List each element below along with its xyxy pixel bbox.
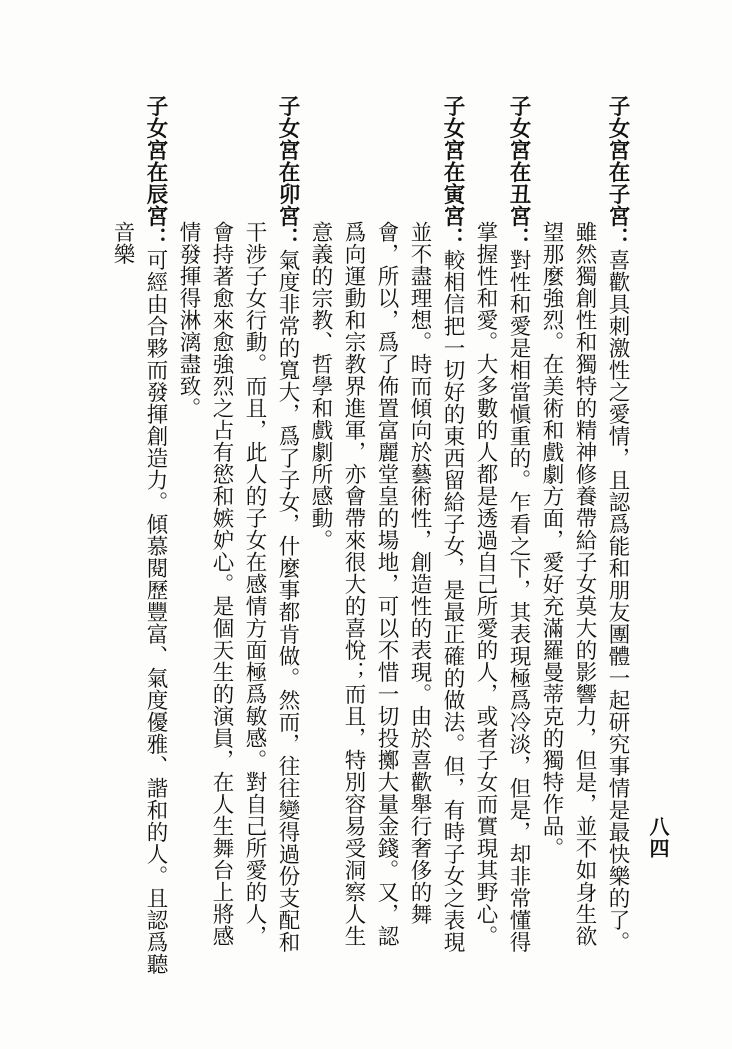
entry-heading: 子女宮在丑宮： bbox=[506, 95, 531, 249]
entry-chen-palace bbox=[106, 95, 172, 995]
entry-chou-palace bbox=[469, 95, 535, 962]
entry-body: 氣度非常的寬大，爲了子女，什麼事都肯做。然而，往往變得過份支配和干涉子女行動。而且，此人的子女在感情方面極爲敏感。對自己所愛的人，會持著愈來愈強烈之占有慾和嫉妒心。是個天生的演員，在人生舞台上將感情發揮得淋漓盡致。 bbox=[176, 221, 300, 953]
entry-heading: 子女宮在子宮： bbox=[605, 95, 630, 249]
entry-heading: 子女宮在辰宮： bbox=[143, 95, 168, 249]
entry-body: 較相信把一切好的東西留給子女，是最正確的做法。但，有時子女之表現並不盡理想。時而傾向於藝術性，創造性的表現。由於喜歡舉行奢侈的舞會，所以，爲了佈置富麗堂皇的場地，可以不惜一切投擲大量金錢。又，認爲向運動和宗教界進軍，亦會帶來很大的喜悅；而且，特別容易受洞察人生意義的宗教、哲學和戲劇所感動。 bbox=[308, 221, 465, 953]
entry-yin-palace bbox=[304, 95, 469, 962]
entry-heading: 子女宮在卯宮： bbox=[275, 95, 300, 249]
entry-body: 喜歡具刺激性之愛情，且認爲能和朋友團體一起研究事情是最快樂的了。雖然獨創性和獨特的精神修養帶給子女莫大的影響力，但是，並不如身生欲望那麼強烈。在美術和戲劇方面，愛好充滿羅曼蒂克的獨特作品。 bbox=[539, 221, 630, 953]
entry-mao-palace bbox=[172, 95, 304, 962]
entry-zi-palace bbox=[535, 95, 634, 962]
entry-heading: 子女宮在寅宮： bbox=[440, 95, 465, 249]
page-number: 八四 bbox=[646, 816, 670, 860]
entry-body: 對性和愛是相當愼重的。乍看之下，其表現極爲冷淡，但是，却非常懂得掌握性和愛。大多數的人都是透過自己所愛的人，或者子女而實現其野心。 bbox=[473, 221, 531, 953]
main-text bbox=[106, 95, 634, 995]
entry-body: 可經由合夥而發揮創造力。傾慕閱歷豐富、氣度優雅、諧和的人。且認爲聽音樂 bbox=[110, 221, 168, 975]
